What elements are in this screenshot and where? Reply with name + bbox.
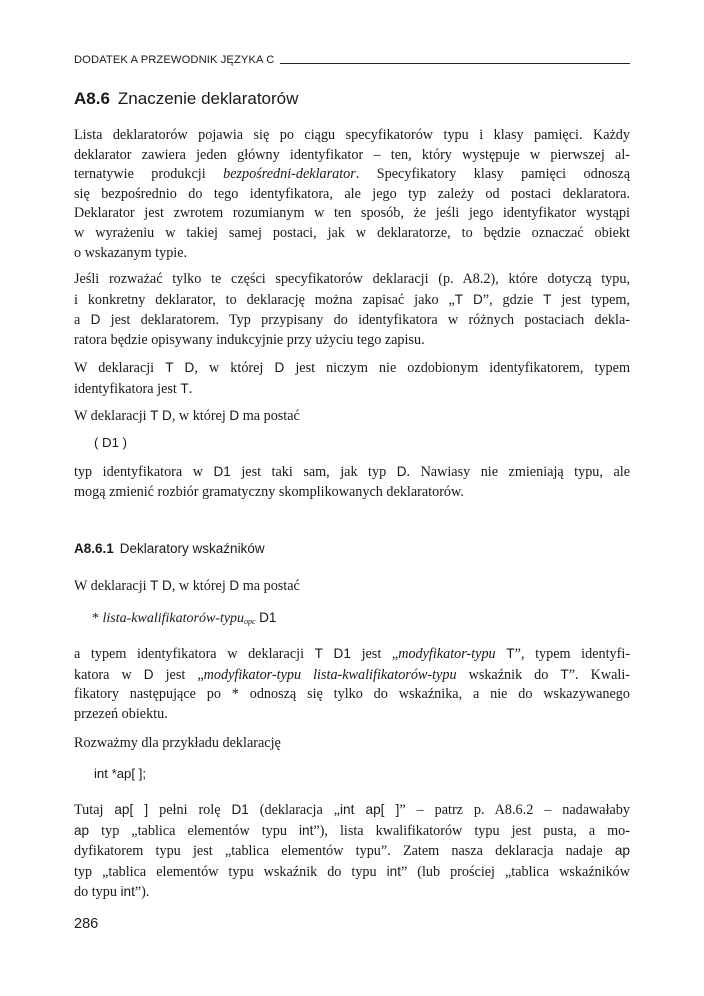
text-run: jest „ xyxy=(350,646,399,662)
text-line xyxy=(74,862,630,883)
text-line xyxy=(74,462,630,483)
section-number: A8.6 xyxy=(74,89,110,108)
text-run: , w której xyxy=(194,360,275,376)
code-inline: int xyxy=(120,884,135,900)
text-line: się bezpośrednio do tego identyfikatora, ale jego typ zależy od postaci deklaratora. xyxy=(74,185,630,202)
text-line xyxy=(74,165,630,185)
text-run: ternatywie produkcji xyxy=(74,166,224,183)
text-run: odnoszą się tylko do wskaźnika, a nie do wskazywanego xyxy=(238,686,630,703)
paragraph-pointer-form xyxy=(74,576,630,597)
text-run: a xyxy=(74,312,91,329)
grammar-term: modyfikator-typu lista-kwalifikatorów-typu xyxy=(203,666,457,683)
code-inline: T D xyxy=(150,408,172,423)
text-run: ”). xyxy=(134,884,150,901)
text-run: W deklaracji xyxy=(74,408,151,424)
code-inline: ap xyxy=(614,843,630,859)
section-heading xyxy=(74,89,298,109)
paragraph-plain-identifier xyxy=(74,358,630,399)
code-example-array-of-pointers: int *ap[ ]; xyxy=(94,766,147,781)
text-line: o wskazanym typie. xyxy=(74,244,188,261)
text-run: jest deklaratorem. Typ przypisany do identyfikatora w różnych postaciach dekla- xyxy=(100,312,630,329)
paragraph-example-explanation xyxy=(74,800,630,903)
text-run: ”, typem identyfi- xyxy=(514,646,631,662)
text-run: ”, gdzie xyxy=(482,291,544,308)
text-line xyxy=(74,379,630,400)
text-run: typ „tablica elementów typu wskaźnik do typu xyxy=(74,863,387,880)
text-run: (deklaracja „ xyxy=(248,802,340,818)
code-inline: D xyxy=(396,464,407,479)
paragraph-parenthesized-form xyxy=(74,406,630,427)
code-inline: D xyxy=(143,666,154,682)
text-line xyxy=(74,290,630,311)
text-run: wskaźnik do xyxy=(456,666,561,683)
code-inline: T D xyxy=(454,291,483,307)
text-line: Deklarator jest zwrotem rozumianym w ten sposób, że jeśli jego identyfikator wystąpi xyxy=(74,205,630,222)
text-line xyxy=(74,665,630,686)
page-number: 286 xyxy=(74,916,99,932)
text-run: ” (lub prościej „tablica wskaźników xyxy=(400,863,631,880)
text-line xyxy=(74,358,630,379)
text-run: ” – patrz p. A8.6.2 – nadawałaby xyxy=(399,802,630,818)
text-run: jest „ xyxy=(153,666,204,683)
text-run: W deklaracji xyxy=(74,360,166,376)
text-line xyxy=(74,310,630,331)
code-inline: D1 xyxy=(231,802,249,817)
code-inline: int ap[ ] xyxy=(340,802,400,817)
text-line xyxy=(74,644,630,665)
text-run: identyfikatora jest xyxy=(74,380,181,397)
text-run: jest taki sam, jak typ xyxy=(230,464,397,480)
grammar-term: lista-kwalifikatorów-typu xyxy=(102,611,245,626)
code-inline: T D xyxy=(165,360,195,375)
text-run: , w której xyxy=(171,408,230,424)
code-inline: int xyxy=(298,822,314,838)
text-line: Rozważmy dla przykładu deklarację xyxy=(74,735,281,751)
code-inline: D xyxy=(274,360,285,375)
text-run: fikatory następujące po xyxy=(74,686,232,703)
text-run: do typu xyxy=(74,884,121,901)
text-line: w wyrażeniu w takiej samej postaci, jak w deklaratorze, to będzie oznaczać obiekt xyxy=(74,224,630,241)
text-line: mogą zmienić rozbiór gramatyczny skomplikowanych deklaratorów. xyxy=(74,483,464,500)
section-title: Znaczenie deklaratorów xyxy=(117,89,299,108)
code-example-pointer-declarator xyxy=(92,610,277,627)
running-title: DODATEK A PRZEWODNIK JĘZYKA C xyxy=(74,54,275,66)
running-header xyxy=(74,52,630,68)
text-run: pełni rolę xyxy=(148,802,232,818)
code-inline: ap xyxy=(74,822,90,838)
text-line: przezeń obiektu. xyxy=(74,705,168,722)
code-inline: D xyxy=(229,578,240,593)
text-run: ma postać xyxy=(239,408,300,424)
text-run: . Nawiasy nie zmieniają typu, ale xyxy=(406,464,630,480)
text-run: typ identyfikatora w xyxy=(74,464,214,480)
code-inline: T xyxy=(560,666,569,682)
grammar-term: bezpośredni-deklarator xyxy=(223,166,356,183)
text-line xyxy=(74,576,630,597)
text-run: jest typem, xyxy=(551,291,630,308)
code-inline: D1 xyxy=(213,464,231,479)
code-inline: T D xyxy=(150,578,172,593)
text-run: i konkretny deklarator, to deklarację można zapisać jako „ xyxy=(74,291,455,308)
text-line: Lista deklaratorów pojawia się po ciągu specyfikatorów typu i klasy pamięci. Każdy xyxy=(74,127,630,143)
paragraph-declarators-intro xyxy=(74,126,630,263)
subsection-title: Deklaratory wskaźników xyxy=(119,541,265,556)
text-run: katora w xyxy=(74,666,144,683)
subsection-number: A8.6.1 xyxy=(74,541,114,556)
subsection-heading xyxy=(74,541,265,556)
text-line xyxy=(74,841,630,862)
text-run: Tutaj xyxy=(74,802,115,818)
code-inline: D1 xyxy=(259,610,277,625)
text-line xyxy=(74,685,630,705)
text-run: . Specyfikatory klasy pamięci odnoszą xyxy=(355,166,630,183)
code-inline: T xyxy=(506,646,515,661)
text-run: . xyxy=(188,380,193,397)
asterisk-symbol: * xyxy=(231,686,239,703)
header-rule xyxy=(280,63,630,64)
text-run: ”. Kwali- xyxy=(568,666,630,683)
code-inline: ap[ ] xyxy=(114,802,149,817)
text-run xyxy=(496,646,507,662)
optional-subscript: opc xyxy=(244,617,256,626)
text-run: , w której xyxy=(171,578,230,594)
asterisk-symbol: * xyxy=(92,611,99,626)
text-run: typ „tablica elementów typu xyxy=(89,822,299,839)
text-line xyxy=(74,800,630,821)
text-run: dyfikatorem typu jest „tablica elementów typu”. Zatem nasza deklaracja nadaje xyxy=(74,843,615,860)
code-example-parenthesized: ( D1 ) xyxy=(94,435,127,450)
text-run: ma postać xyxy=(239,578,300,594)
grammar-term: modyfikator-typu xyxy=(398,646,496,662)
code-inline: T xyxy=(180,380,189,396)
code-inline: T xyxy=(543,291,552,307)
code-inline: T D1 xyxy=(314,646,351,661)
text-run: jest niczym nie ozdobionym identyfikatorem, typem xyxy=(284,360,630,376)
code-inline: D xyxy=(229,408,240,423)
paragraph-notation xyxy=(74,270,630,350)
code-inline: int xyxy=(386,863,401,879)
text-line: Jeśli rozważać tylko te części specyfikatorów deklaracji (p. A8.2), które dotyczą typu, xyxy=(74,271,630,287)
paragraph-parentheses-note xyxy=(74,462,630,502)
text-line: deklarator zawiera jeden główny identyfikator – ten, który występuje w pierwszej al- xyxy=(74,146,630,163)
text-line xyxy=(74,406,630,427)
paragraph-example-intro xyxy=(74,734,630,754)
text-line xyxy=(74,821,630,842)
text-run: ”), lista kwalifikatorów typu jest pusta, a mo- xyxy=(313,822,631,839)
paragraph-pointer-type xyxy=(74,644,630,724)
text-line xyxy=(74,882,630,903)
text-line: ratora będzie opisywany indukcyjnie przy użyciu tego zapisu. xyxy=(74,331,425,348)
text-run: W deklaracji xyxy=(74,578,151,594)
text-run: a typem identyfikatora w deklaracji xyxy=(74,646,315,662)
code-inline: D xyxy=(90,312,101,328)
